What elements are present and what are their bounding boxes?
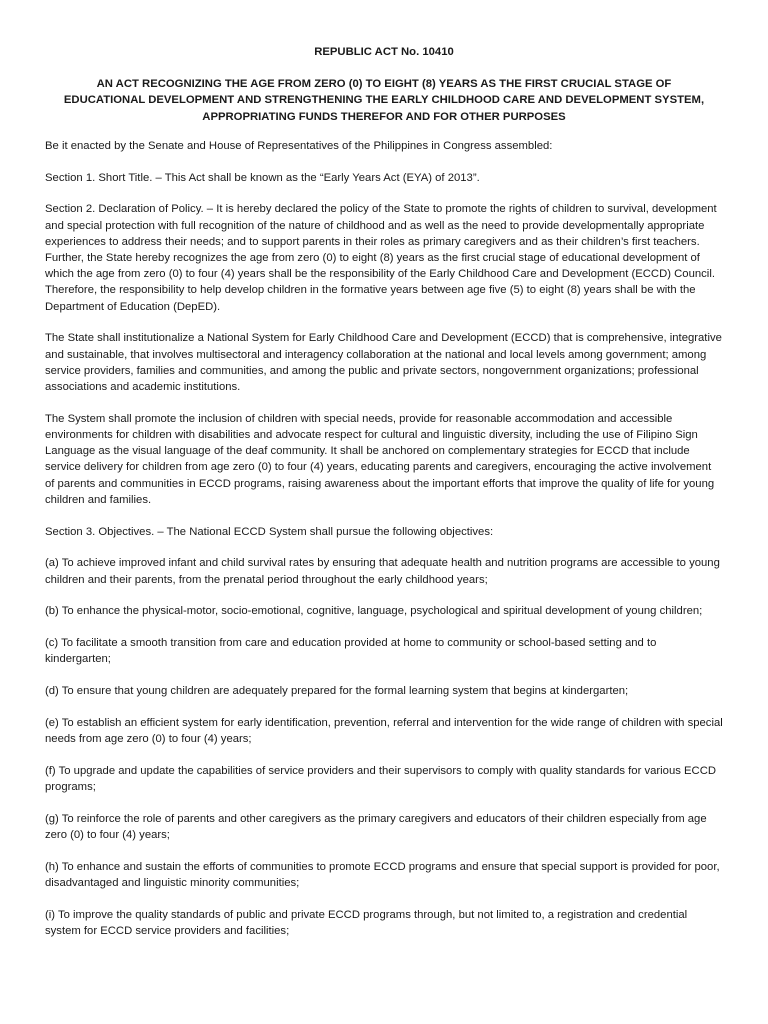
objective-i: (i) To improve the quality standards of public and private ECCD programs through, but not limited to, a registration and credential system for ECCD service providers and facilities; (45, 909, 688, 938)
section-3-objectives: Section 3. Objectives. – The National ECCD System shall pursue the following objectives: (45, 525, 494, 538)
objective-f: (f) To upgrade and update the capabilities of service providers and their supervisors to comply with quality standards for various ECCD programs; (45, 765, 717, 794)
objective-b: (b) To enhance the physical-motor, socio-emotional, cognitive, language, psychological and spiritual development of young children; (45, 605, 703, 618)
document-page (45, 44, 723, 955)
objective-h: (h) To enhance and sustain the efforts of communities to promote ECCD programs and ensure that special support is provided for poor, disadvantaged and linguistic minority communities; (45, 861, 720, 890)
enacting-clause: Be it enacted by the Senate and House of Representatives of the Philippines in Congress assembled: (45, 139, 553, 152)
policy-paragraph-inclusion: The System shall promote the inclusion of children with special needs, provide for reasonable accommodation and accessible environments for children with disabilities and advocate respect for cultural and linguistic diversity, including the use of Filipino Sign Language as the visual language of the deaf community. It shall be anchored on complementary strategies for ECCD that include service delivery for children from age zero (0) to four (4) years, educating parents and caregivers, encouraging the active involvement of parents and communities in ECCD programs, raising awareness about the important efforts that improve the quality of life for young children and families. (45, 412, 715, 506)
section-2-declaration-of-policy: Section 2. Declaration of Policy. – It is hereby declared the policy of the State to promote the rights of children to survival, development and special protection with full recognition of the nature of childhood and as well as the need to provide developmentally appropriate experiences to address their needs; and to support parents in their roles as primary caregivers and as their children’s first teachers. Further, the State hereby recognizes the age from zero (0) to eight (8) years as the first crucial stage of educational development of which the age from zero (0) to four (4) years shall be the responsibility of the Early Childhood Care and Development (ECCD) Council. Therefore, the responsibility to help develop children in the formative years between age five (5) to eight (8) years shall be with the Department of Education (DepED). (45, 203, 717, 313)
objective-e: (e) To establish an efficient system for early identification, prevention, referral and intervention for the wide range of children with special needs from age zero (0) to four (4) years; (45, 717, 723, 746)
act-number: REPUBLIC ACT No. 10410 (314, 46, 454, 58)
act-title: AN ACT RECOGNIZING THE AGE FROM ZERO (0) TO EIGHT (8) YEARS AS THE FIRST CRUCIAL STAGE OF EDUCATIONAL DEVELOPMENT AND STRENGTHENING THE EARLY CHILDHOOD CARE AND DEVELOPMENT SYSTEM, APPROPRIATING FUNDS THEREFOR AND FOR OTHER PURPOSES (63, 78, 705, 123)
section-1-short-title: Section 1. Short Title. – This Act shall be known as the “Early Years Act (EYA) of 2013”. (45, 171, 480, 184)
objective-d: (d) To ensure that young children are adequately prepared for the formal learning system that begins at kindergarten; (45, 685, 629, 698)
objective-c: (c) To facilitate a smooth transition from care and education provided at home to community or school-based setting and to kindergarten; (45, 637, 657, 666)
objective-g: (g) To reinforce the role of parents and other caregivers as the primary caregivers and educators of their children especially from age zero (0) to four (4) years; (45, 813, 707, 842)
policy-paragraph-eccd-system: The State shall institutionalize a National System for Early Childhood Care and Development (ECCD) that is comprehensive, integrative and sustainable, that involves multisectoral and interagency collaboration at the national and local levels among government; among service providers, families and communities, and among the public and private sectors, nongovernment organizations; professional associations and academic institutions. (45, 332, 722, 394)
objective-a: (a) To achieve improved infant and child survival rates by ensuring that adequate health and nutrition programs are accessible to young children and their parents, from the prenatal period throughout the early childhood years; (45, 557, 720, 586)
